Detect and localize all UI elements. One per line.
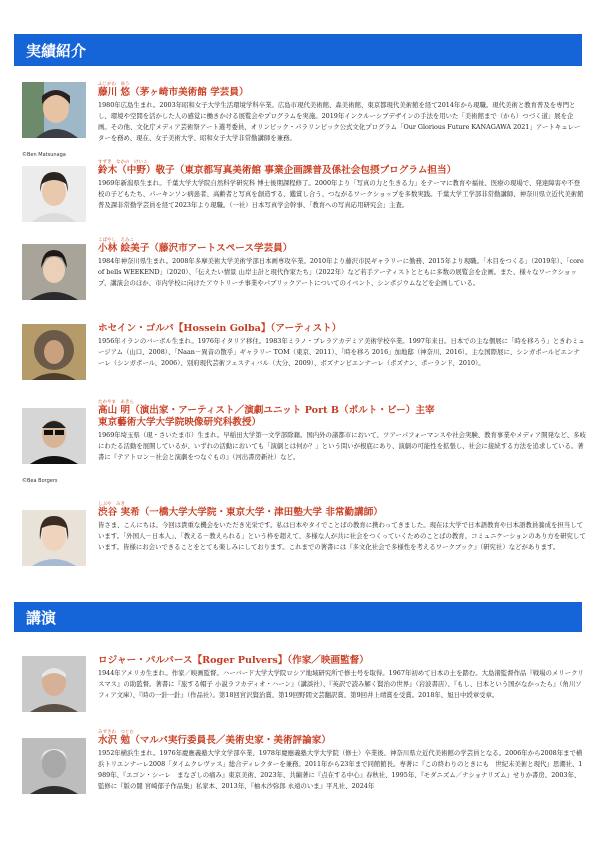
portrait-photo bbox=[22, 738, 86, 794]
person-name: ホセイン・ゴルバ【Hossein Golba】（アーティスト） bbox=[98, 323, 342, 334]
person-bio: 1952年横浜生まれ。1976年慶應義塾大学文学部卒業、1978年慶應義塾大学大学院（修士）卒業後、神奈川県立近代美術館の学芸員となる。2006年から2008年まで横浜トリエンナーレ2008「タイムクレヴァス」総合ディレクターを兼務。2011年から23年まで同館館長。専著に『この終わりのときにも 世紀末美術と現代』思潮社、1989年、『エゴン・シーレ まなざしの痛み』東京美術、2023年、共編著に『点在する中心』春秋社、1995年、『モダニズム／ナショナリズム』せりか書房、2003年、監修に『版の闇 宮崎郁子作品集』私家本、2013年、『柚木沙弥郎 永遠のいま』平凡社、2024年 bbox=[98, 749, 583, 790]
person-name: 水沢 勉（マルパ実行委員長／美術史家・美術評論家） bbox=[98, 735, 331, 746]
name-ruby: たかやま あきら bbox=[98, 400, 134, 405]
person-bio: 1984年神奈川県生まれ。2008年多摩美術大学美術学部日本画専攻卒業。2010年より藤沢市民ギャラリーに勤務、2015年より現職。「木目をつくる」（2019年）、「core of bells WEEKEND」（2020）、「伝えたい情景 山岸主計と現代作家たち」（2022年）など若手アーティストとともに多数の展覧会を企画。また、様々なワークショップ、講演会のほか、市内学校に向けたアウトリーチ事業やパブリックアートについてのイベント、シンポジウムなどを企画している。 bbox=[98, 257, 584, 287]
section-title: 講演 bbox=[26, 608, 57, 627]
name-ruby: こばやし えみこ bbox=[98, 238, 134, 243]
person-bio: 1980年広島生まれ。2003年昭和女子大学生活環境学科卒業。広島市現代美術館、森美術館、東京都現代美術館を経て2014年から現職。現代美術と教育普及を専門とし、環境や空間を活かした人の感覚に働きかける展覧会やプログラムを実施。2019年インクルーシブデザインの手法を用いた「美術館まで（から）つづく道」展を企画。その他、文化庁メディア芸術祭アート選考委員、オリンピック・パラリンピック公式文化プログラム「Our Glorious Future KANAGAWA 2021」アートキュレーターを務め、現在、女子美術大学、昭和女子大学非常勤講師を兼務。 bbox=[98, 101, 581, 142]
section-title: 実績紹介 bbox=[26, 41, 87, 60]
person-name: 渋谷 実希（一橋大学大学院・東京大学・津田塾大学 非常勤講師） bbox=[98, 507, 383, 518]
section-header-achievements bbox=[14, 34, 582, 66]
person-bio: 1956年イランのバーボル生まれ。1976年イタリア移住。1983年ミラノ・ブレラアカデミア美術学校卒業。1997年来日。日本での主な個展に「時を移ろう」ときわミュージアム（山口、2008）、「Naan－異音の散乎」ギャラリー TOM（東京、2011）、「時を移ろ 2016」加地邸（神奈川、2016）。主な国際展に、シンガポールビエンナーレ（シンガポール、2006）、別府現代芸術フェスティバル（大分、2009）、ボズナンビエンナーレ（ポズナン、ポーランド、2010）。 bbox=[98, 337, 585, 367]
person-bio: 1969年新潟県生まれ。千葉大学大学院自然科学研究科 博士後期課程修了。2000年より「写真の力と生きる力」をテーマに教育や福祉、医療の現場で、発達障害や不登校の子どもたち、パーキンソン病患者、高齢者と写真を創造する、鑑賞し合う、つながるワークショップを多数実践。千葉大学工学部非常勤講師、神奈川県立近代美術館普及課非常勤学芸員を経て2023年より現職。（一社）日本写真学会幹事、「教育への写真応用研究会」主査。 bbox=[98, 179, 584, 209]
name-ruby: すずき なかの けいこ bbox=[98, 160, 148, 165]
person-name: 高山 明（演出家・アーティスト／演劇ユニット Port B（ポルト・ビー）主宰 bbox=[98, 405, 435, 416]
person-bio: 1944年アメリカ生まれ。作家／映画監督。ハーバード大学大学院ロシア地域研究所で修士号を取得。1967年初めて日本の土を踏む。大島渚監督作品『戦場のメリークリスマス』の助監督。著書に『旅する帽子 小説ラフカディオ・ハーン』（講談社）、『英訳で読み解く賢治の世界』（岩波書店）、『もし、日本という国がなかったら』（角川ソフィア文庫）、『時の一針一針』（作品社）。第18回宮沢賢治賞、第19回野間文芸翻訳賞、第9回井上靖賞を受賞。2018年、旭日中綬章受章。 bbox=[98, 669, 584, 699]
person-name: ロジャー・パルバース【Roger Pulvers】（作家／映画監督） bbox=[98, 655, 369, 666]
portrait-photo bbox=[22, 324, 86, 380]
photo-credit: ©Ben Matsunaga bbox=[22, 152, 66, 158]
person-bio: 1969年埼玉県（現・さいたま市）生まれ。早稲田大学第一文学部除籍。国内外の諸都市において、ツアーパフォーマンスや社会実験、教育事業やメディア開発など、多岐にわたる活動を展開しているが、いずれの活動においても「演劇とは何か？」という問いが根底にあり、演劇の可能性を拡張し、社会に接続する方法を追求している。著書に『テアトロン－社会と演劇をつなぐもの』（河出書房新社）など。 bbox=[98, 431, 586, 461]
portrait-photo bbox=[22, 82, 86, 138]
person-bio: 皆さま、こんにちは。今回は貴重な機会をいただき光栄です。私は日本やタイでことばの教育に携わってきました。現在は大学で日本語教育や日本語教員養成を担当しています。「外国人－日本人」、「教える－教えられる」という枠を超えて、多様な人が共に社会をつくっていくためのことばの教育、コミュニケーションのあり方を研究しています。皆様にお会いできることをとても楽しみにしております。これまでの著書には『多文化社会で多様性を考えるワークブック』（研究社）などがあります。 bbox=[98, 521, 586, 551]
portrait-photo bbox=[22, 510, 86, 566]
photo-credit: ©Bea Borgers bbox=[22, 478, 58, 484]
name-ruby: みずさわ つとむ bbox=[98, 730, 134, 735]
person-name: 鈴木（中野）敬子（東京都写真美術館 事業企画課普及係社会包摂プログラム担当） bbox=[98, 165, 457, 176]
section-header-lectures bbox=[14, 602, 582, 632]
person-name: 小林 絵美子（藤沢市アートスペース学芸員） bbox=[98, 243, 293, 254]
name-ruby: しぶや みき bbox=[98, 502, 125, 507]
name-ruby: ふじかわ ゆう bbox=[98, 82, 130, 87]
portrait-photo bbox=[22, 244, 86, 300]
person-name: 藤川 悠（茅ヶ崎市美術館 学芸員） bbox=[98, 87, 249, 98]
portrait-photo bbox=[22, 166, 86, 222]
portrait-photo bbox=[22, 408, 86, 464]
person-name-line2: 東京藝術大学大学院映像研究科教授） bbox=[98, 417, 262, 428]
portrait-photo bbox=[22, 656, 86, 712]
